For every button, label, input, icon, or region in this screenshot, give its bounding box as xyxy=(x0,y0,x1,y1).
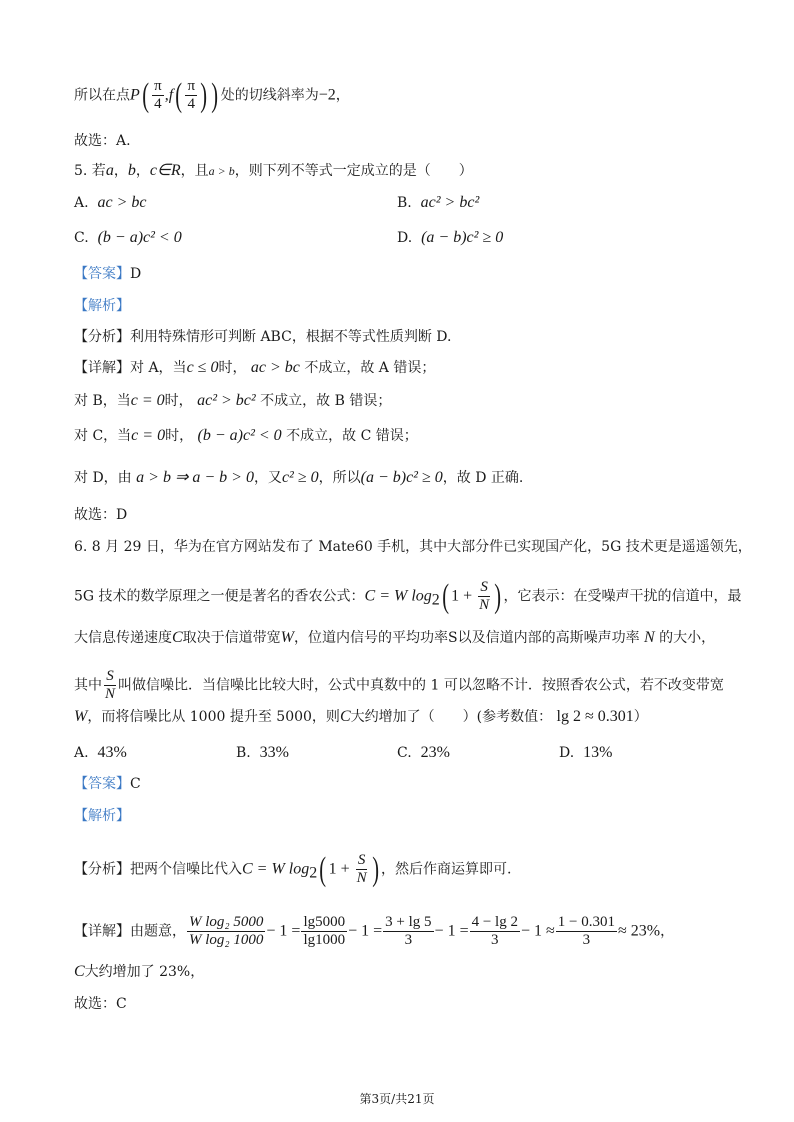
left-paren: ( xyxy=(142,76,149,114)
text: 时， xyxy=(164,393,193,409)
q6-option-a xyxy=(74,743,127,763)
math-C: C xyxy=(74,963,85,980)
math-C: C xyxy=(172,629,183,646)
math-N: N xyxy=(644,629,655,646)
math-a-gt-b: a > b xyxy=(208,164,235,178)
text: 不成立，故 B 错误； xyxy=(260,393,392,409)
math: − 1 = xyxy=(434,922,469,940)
math: ≈ 23% xyxy=(618,922,661,940)
text: ） xyxy=(633,709,648,725)
analysis-text: 利用特殊情形可判断 ABC，根据不等式性质判断 D. xyxy=(130,329,452,345)
math-sub: 2 xyxy=(309,864,318,882)
math-sub: 2 xyxy=(431,591,440,609)
fraction-5 xyxy=(556,914,617,949)
text: 大约增加了 23%， xyxy=(84,964,205,980)
denominator: 4 xyxy=(154,96,162,112)
text: ， xyxy=(113,163,128,179)
text: 时， xyxy=(165,428,194,444)
text: ，故 D 正确. xyxy=(442,470,524,486)
analysis-tag: 【分析】 xyxy=(74,329,130,345)
left-paren: ( xyxy=(175,76,183,114)
option-value: 13% xyxy=(583,744,613,761)
option-label: D. xyxy=(559,745,575,761)
option-label: C. xyxy=(74,230,89,246)
q6-detail xyxy=(74,914,722,949)
math-b: b xyxy=(127,162,136,179)
math-c-in-R: c∈R xyxy=(149,162,181,179)
text: ，又 xyxy=(253,470,282,486)
page-footer: 第3页/共21页 xyxy=(359,1092,435,1106)
q5-detail-c xyxy=(74,426,722,446)
q6-analysis xyxy=(74,852,722,887)
denominator: 3 xyxy=(582,932,591,948)
text: 由题意， xyxy=(130,923,186,940)
numerator: 3 + lg 5 xyxy=(385,914,432,930)
text: ， xyxy=(660,923,675,940)
text: 故选：D xyxy=(74,507,128,523)
answer-value: C xyxy=(130,776,141,792)
denominator: N xyxy=(105,686,116,702)
option-label: A. xyxy=(74,195,89,211)
option-label: C. xyxy=(397,745,412,761)
numerator: S xyxy=(106,668,114,684)
left-paren: ( xyxy=(319,850,327,888)
right-paren: ) xyxy=(371,850,379,888)
option-label: B. xyxy=(236,745,251,761)
q6-jiexi xyxy=(74,806,722,826)
numerator: S xyxy=(357,852,366,868)
math-W: W xyxy=(280,629,294,646)
text: 5G 技术的数学原理之一便是著名的香农公式： xyxy=(74,588,365,605)
q6-option-c xyxy=(397,743,450,763)
math: c ≤ 0 xyxy=(186,359,219,376)
math: − 1 = xyxy=(266,922,301,940)
math: 1 + xyxy=(451,587,477,605)
text: ， xyxy=(135,163,150,179)
denominator: 3 xyxy=(404,932,413,948)
text: 处的切线斜率为 xyxy=(220,87,319,104)
text: 对 C，当 xyxy=(74,428,132,444)
text: ，然后作商运算即可. xyxy=(380,861,512,878)
math-f: f xyxy=(168,86,174,104)
math-a: a xyxy=(105,162,114,179)
text: 其中 xyxy=(74,677,102,694)
right-paren: ) xyxy=(211,76,219,114)
q6-line-1 xyxy=(74,537,752,557)
q6-line-3 xyxy=(74,628,722,648)
q5-option-c xyxy=(74,228,182,248)
q5-detail-a xyxy=(74,358,722,378)
numerator: S xyxy=(480,579,488,595)
q5-choose xyxy=(74,505,722,525)
q5-jiexi xyxy=(74,296,722,316)
text: ，且 xyxy=(180,163,209,179)
math: c = 0 xyxy=(131,427,166,444)
jiexi-tag: 【解析】 xyxy=(74,808,130,824)
math: 1 + xyxy=(328,860,354,878)
q6-line-2 xyxy=(74,577,742,615)
text: ，而将信噪比从 1000 提升至 5000，则 xyxy=(87,709,340,725)
option-label: D. xyxy=(397,230,413,246)
right-paren: ) xyxy=(200,76,208,114)
q4-choice-line xyxy=(74,131,722,151)
q6-conclusion xyxy=(74,962,722,982)
text: 6. 8 月 29 日，华为在官方网站发布了 Mate60 手机，其中大部分件已实现国产化，5G 技术更是遥遥领先， xyxy=(74,539,752,555)
fraction-pi-over-4 xyxy=(185,78,197,113)
q5-answer xyxy=(74,264,722,284)
option-expr: ac² > bc² xyxy=(420,194,480,211)
math: c² ≥ 0 xyxy=(281,469,319,486)
answer-tag: 【答案】 xyxy=(74,776,130,792)
math: (b − a)c² < 0 xyxy=(197,427,282,444)
text: 叫做信噪比．当信噪比比较大时，公式中真数中的 1 可以忽略不计．按照香农公式，若不改变带宽 xyxy=(118,677,724,694)
answer-tag: 【答案】 xyxy=(74,266,130,282)
q5-option-b xyxy=(397,193,479,213)
option-value: 33% xyxy=(259,744,289,761)
q5-option-a xyxy=(74,193,146,213)
math-slope: −2 xyxy=(318,86,336,104)
math: lg 2 ≈ 0.301 xyxy=(556,708,634,725)
text: ， xyxy=(335,87,350,104)
text: 故选：C xyxy=(74,996,127,1012)
text: 大约增加了（ ）(参考数值： xyxy=(350,709,553,725)
math: c = 0 xyxy=(130,392,165,409)
q6-line-5 xyxy=(74,707,722,727)
option-expr: ac > bc xyxy=(97,194,147,211)
text: 大信息传递速度 xyxy=(74,630,172,646)
option-value: 23% xyxy=(420,744,450,761)
q5-stem xyxy=(74,161,722,181)
denominator: lg1000 xyxy=(303,932,346,948)
q6-choose xyxy=(74,994,722,1014)
text: 把两个信噪比代入 xyxy=(130,861,242,878)
text: ，它表示：在受噪声干扰的信道中，最 xyxy=(503,588,742,605)
numerator: 1 − 0.301 xyxy=(557,914,616,930)
math: ac² > bc² xyxy=(197,392,256,409)
numerator: π xyxy=(154,78,162,94)
math: ac > bc xyxy=(250,359,300,376)
text: ，位道内信号的平均功率S以及信道内部的高斯噪声功率 xyxy=(294,630,640,646)
comma: , xyxy=(164,86,169,104)
detail-tag: 【详解】 xyxy=(74,360,130,376)
math: (a − b)c² ≥ 0 xyxy=(360,469,443,486)
math: − 1 ≈ xyxy=(520,922,555,940)
fraction-S-over-N xyxy=(103,668,117,703)
q5-detail-b xyxy=(74,391,722,411)
answer-value: D xyxy=(130,266,142,282)
option-label: B. xyxy=(397,195,412,211)
text: 5. 若 xyxy=(74,163,106,179)
numerator: 4 − lg 2 xyxy=(471,914,518,930)
text: 的大小， xyxy=(659,630,716,646)
q6-answer xyxy=(74,774,722,794)
q6-option-d xyxy=(559,743,612,763)
option-expr: (b − a)c² < 0 xyxy=(97,229,182,246)
text: ，所以 xyxy=(318,470,361,486)
math-C: C xyxy=(339,708,351,725)
denominator: 4 xyxy=(187,96,195,112)
math-P: P xyxy=(130,86,140,104)
denominator: W log₂ 1000 xyxy=(189,932,264,948)
numerator: W log₂ 5000 xyxy=(189,914,264,930)
q5-analysis xyxy=(74,327,722,347)
math: − 1 = xyxy=(348,922,383,940)
option-value: 43% xyxy=(97,744,127,761)
denominator: 3 xyxy=(491,932,499,948)
left-paren: ( xyxy=(442,577,449,615)
numerator: lg5000 xyxy=(303,914,346,930)
fraction-S-over-N xyxy=(355,852,369,887)
fraction-3 xyxy=(383,914,433,949)
option-expr: (a − b)c² ≥ 0 xyxy=(421,229,504,246)
text: 不成立，故 A 错误； xyxy=(304,360,436,376)
text: 对 B，当 xyxy=(74,393,131,409)
fraction-1 xyxy=(187,914,265,949)
option-label: A. xyxy=(74,745,89,761)
text: 所以在点 xyxy=(74,87,130,104)
text: 不成立，故 C 错误； xyxy=(286,428,418,444)
text: 故选：A. xyxy=(74,133,131,149)
text: 取决于信道带宽 xyxy=(182,630,281,646)
math-formula: C = W log xyxy=(364,587,432,605)
text: ，则下列不等式一定成立的是（ ） xyxy=(234,163,473,179)
tangent-slope-line xyxy=(74,78,722,113)
q5-option-d xyxy=(397,228,503,248)
text: 时， xyxy=(218,360,247,376)
text: 对 A，当 xyxy=(130,360,187,376)
q6-option-b xyxy=(236,743,289,763)
fraction-S-over-N xyxy=(477,579,491,614)
fraction-4 xyxy=(470,914,520,949)
q5-detail-d xyxy=(74,468,722,488)
denominator: N xyxy=(479,597,490,613)
analysis-tag: 【分析】 xyxy=(74,861,130,878)
math-W: W xyxy=(74,708,88,725)
fraction-2 xyxy=(301,914,347,949)
q6-line-4 xyxy=(74,668,722,703)
denominator: N xyxy=(356,870,367,886)
numerator: π xyxy=(187,78,196,94)
math-formula: C = W log xyxy=(242,860,310,878)
detail-tag: 【详解】 xyxy=(74,923,130,940)
right-paren: ) xyxy=(494,577,502,615)
math: a > b ⇒ a − b > 0 xyxy=(136,469,254,486)
text: 对 D，由 xyxy=(74,470,132,486)
jiexi-tag: 【解析】 xyxy=(74,298,130,314)
fraction-pi-over-4 xyxy=(152,78,164,113)
